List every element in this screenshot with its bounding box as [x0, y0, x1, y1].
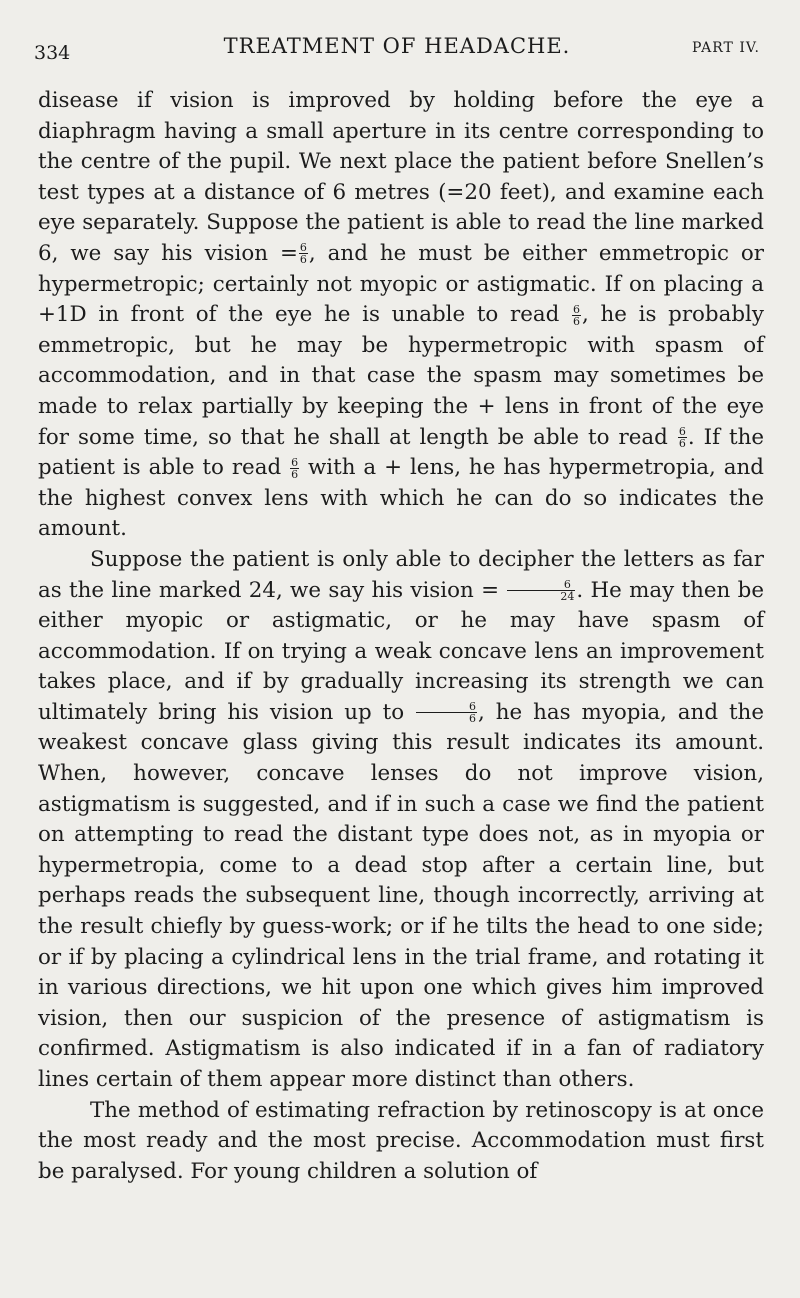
fraction-numerator: 6	[291, 455, 299, 469]
page-number: 334	[34, 42, 71, 64]
fraction	[290, 457, 299, 480]
fraction	[507, 579, 575, 602]
text-run: Suppose the patient is only able to decipher the letters as far as the line marked 24, we say his vision =	[38, 546, 764, 603]
fraction-denominator: 6	[291, 467, 299, 481]
paragraph	[38, 545, 764, 1096]
text-run: , and he must be either emmetropic or hypermetropic; certainly not myopic or astigmatic. If on placing a +1D in front of the eye he is unable to read	[38, 240, 765, 328]
fraction	[572, 304, 581, 327]
running-header	[34, 34, 760, 66]
fraction-denominator: 6	[299, 253, 307, 267]
fraction	[416, 701, 477, 724]
fraction	[678, 426, 687, 449]
running-title: TREATMENT OF HEADACHE.	[223, 34, 571, 58]
fraction-denominator: 24	[560, 590, 575, 603]
paragraph	[38, 86, 764, 545]
paragraph	[38, 1096, 764, 1188]
fraction-numerator: 6	[678, 425, 686, 439]
fraction-numerator: 6	[299, 241, 307, 255]
text-run: with a + lens, he has hypermetropia, and the highest convex lens with which he can do so indicates the amount.	[38, 455, 764, 542]
text-run: disease if vision is improved by holding before the eye a diaphragm having a small aperture in its centre corresponding to the centre of the pupil. We next place the patient before Snellen’s test types at a distance of 6 metres (=20 feet), and examine each eye separately. Suppose the patient is able to read the line marked 6, we say his vision =	[38, 88, 764, 266]
body-text	[38, 86, 764, 1187]
text-run: The method of estimating refraction by retinoscopy is at once the most ready and the most precise. Accommodation must first be paralysed. For young children a solution of	[38, 1097, 764, 1184]
fraction-numerator: 6	[416, 701, 477, 713]
text-run: , he is probably emmetropic, but he may be hypermetropic with spasm of accommodation, and in that case the spasm may sometimes be made to relax partially by keeping the + lens in front of the eye for some time, so that he shall at length be able to read	[38, 302, 764, 450]
fraction-numerator: 6	[507, 579, 575, 591]
fraction	[299, 242, 308, 265]
fraction-denominator: 6	[678, 437, 686, 451]
text-run: . He may then be either myopic or astigmatic, or he may have spasm of accommodation. If on trying a weak concave lens an improvement takes place, and if by gradually increasing its strength we can ultimately bring his vision up to	[38, 577, 765, 725]
fraction-denominator: 6	[469, 712, 477, 726]
text-run: . If the patient is able to read	[38, 424, 764, 481]
text-run: , he has myopia, and the weakest concave glass giving this result indicates its amount. When, however, concave lenses do not improve vision, astigmatism is suggested, and if in such a case we find the patient on attempting to read the distant type does not, as in myopia or hypermetropia, come to a dead stop after a certain line, but perhaps reads the subsequent line, though incorrectly, arriving at the result chiefly by guess-work; or if he tilts the head to one side; or if by placing a cylindrical lens in the trial frame, and rotating it in various directions, we hit upon one which gives him improved vision, then our suspicion of the presence of astigmatism is confirmed. Astigmatism is also indicated if in a fan of radiatory lines certain of them appear more distinct than others.	[38, 699, 764, 1092]
fraction-numerator: 6	[573, 302, 581, 316]
part-label: PART IV.	[692, 40, 760, 56]
fraction-denominator: 6	[573, 314, 581, 328]
